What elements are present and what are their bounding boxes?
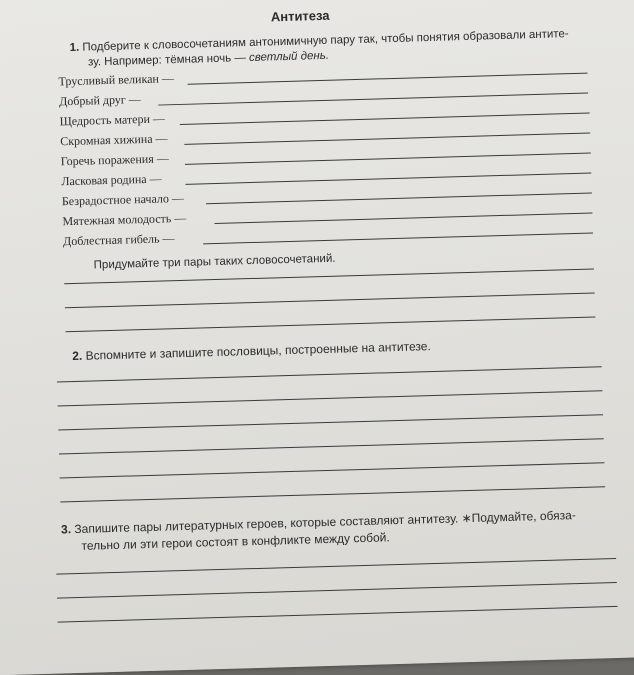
- page-title: Антитеза: [270, 7, 330, 25]
- task1-item: Мятежная молодость —: [62, 210, 187, 229]
- task1-item: Ласковая родина —: [61, 171, 162, 189]
- answer-line[interactable]: [59, 438, 604, 454]
- answer-line[interactable]: [203, 232, 593, 244]
- task1-item: Горечь поражения —: [60, 151, 169, 169]
- task1-item: Щедрость матери —: [59, 111, 166, 129]
- task2-instruction: [72, 339, 431, 363]
- answer-line[interactable]: [65, 292, 595, 308]
- answer-line[interactable]: [58, 390, 603, 406]
- task1-example-answer: светлый день.: [248, 49, 330, 65]
- task1-item: Безрадостное начало —: [61, 190, 185, 209]
- task1-item: Скромная хижина —: [60, 131, 168, 149]
- answer-line[interactable]: [57, 582, 617, 599]
- task1-item: Доблестная гибель —: [62, 231, 175, 249]
- answer-line[interactable]: [185, 172, 591, 184]
- answer-line[interactable]: [184, 133, 590, 145]
- task3-instruction-line2: тельно ли эти герои состоят в конфликте между собой.: [81, 530, 390, 553]
- task1-text-line1: Подберите к словосочетаниям антонимичную пару так, чтобы понятия образовали антите-: [82, 28, 569, 54]
- task1-subtask: Придумайте три пары таких словосочетаний.: [93, 252, 336, 272]
- answer-line[interactable]: [188, 73, 588, 85]
- task1-item: Добрый друг —: [58, 92, 141, 109]
- task1-text-line2: зу. Например: тёмная ночь —: [87, 52, 247, 69]
- answer-line[interactable]: [66, 316, 596, 332]
- task3-text-line1: Запишите пары литературных героев, которые составляют антитезу. ∗Подумайте, обяза-: [74, 508, 576, 537]
- answer-line[interactable]: [60, 486, 605, 502]
- answer-line[interactable]: [57, 366, 602, 382]
- task2-number: 2.: [72, 348, 83, 364]
- answer-line[interactable]: [215, 212, 593, 224]
- task1-item: Трусливый великан —: [58, 71, 175, 89]
- task3-number: 3.: [60, 522, 72, 537]
- answer-line[interactable]: [58, 414, 603, 430]
- task1-number: 1.: [69, 41, 80, 55]
- task2-text: Вспомните и запишите пословицы, построенные на антитезе.: [85, 339, 431, 363]
- answer-line[interactable]: [60, 462, 605, 478]
- answer-line[interactable]: [158, 93, 588, 106]
- answer-line[interactable]: [185, 153, 591, 165]
- answer-line[interactable]: [180, 113, 590, 125]
- answer-line[interactable]: [58, 606, 618, 623]
- answer-line[interactable]: [206, 192, 592, 204]
- answer-line[interactable]: [56, 558, 616, 575]
